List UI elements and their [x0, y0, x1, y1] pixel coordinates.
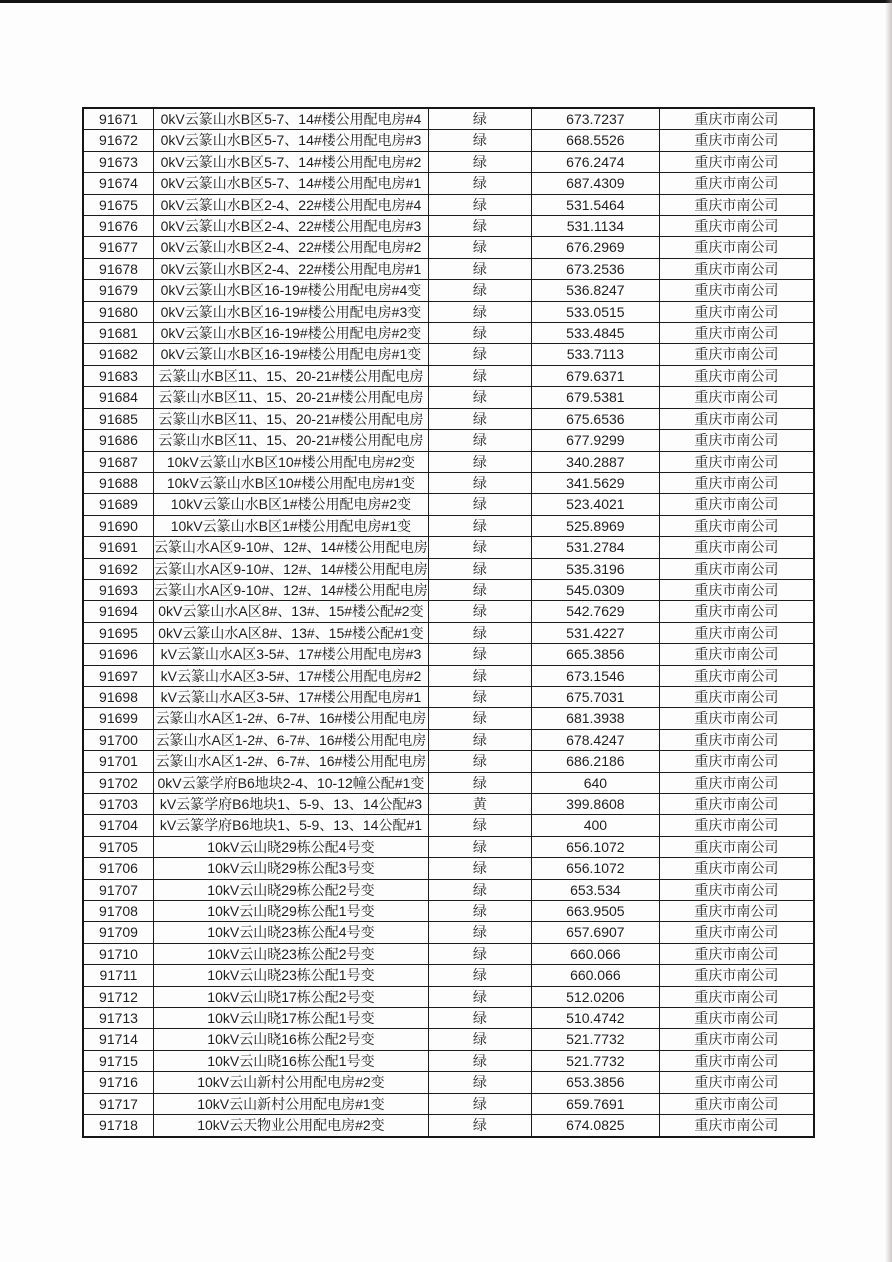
row-id-cell: 91717 [83, 1093, 154, 1114]
device-name-cell: 10kV云山晓23栋公配2号变 [154, 943, 429, 964]
company-cell: 重庆市南公司 [659, 901, 814, 922]
row-id-cell: 91693 [83, 579, 154, 600]
table-row [83, 579, 814, 600]
company-cell: 重庆市南公司 [659, 280, 814, 301]
status-cell: 绿 [428, 558, 531, 579]
company-cell: 重庆市南公司 [659, 344, 814, 365]
table-row [83, 922, 814, 943]
status-cell: 绿 [428, 1072, 531, 1093]
row-id-cell: 91706 [83, 858, 154, 879]
row-id-cell: 91674 [83, 173, 154, 194]
device-name-cell: 10kV云山晓23栋公配4号变 [154, 922, 429, 943]
value-cell: 660.066 [531, 965, 659, 986]
value-cell: 653.3856 [531, 1072, 659, 1093]
device-name-cell: 10kV云篆山水B区1#楼公用配电房#2变 [154, 494, 429, 515]
company-cell: 重庆市南公司 [659, 173, 814, 194]
table-row [83, 537, 814, 558]
value-cell: 686.2186 [531, 751, 659, 772]
value-cell: 659.7691 [531, 1093, 659, 1114]
row-id-cell: 91699 [83, 708, 154, 729]
device-name-cell: 10kV云山晓29栋公配3号变 [154, 858, 429, 879]
device-name-cell: 0kV云篆山水B区5-7、14#楼公用配电房#2 [154, 151, 429, 172]
device-name-cell: kV云篆山水A区3-5#、17#楼公用配电房#1 [154, 686, 429, 707]
row-id-cell: 91689 [83, 494, 154, 515]
status-cell: 绿 [428, 922, 531, 943]
status-cell: 绿 [428, 1115, 531, 1137]
value-cell: 512.0206 [531, 986, 659, 1007]
status-cell: 绿 [428, 644, 531, 665]
device-name-cell: kV云篆山水A区3-5#、17#楼公用配电房#3 [154, 644, 429, 665]
company-cell: 重庆市南公司 [659, 943, 814, 964]
value-cell: 678.4247 [531, 729, 659, 750]
device-name-cell: 云篆山水B区11、15、20-21#楼公用配电房 [154, 387, 429, 408]
company-cell: 重庆市南公司 [659, 1008, 814, 1029]
row-id-cell: 91686 [83, 430, 154, 451]
device-name-cell: 10kV云山新村公用配电房#1变 [154, 1093, 429, 1114]
status-cell: 绿 [428, 815, 531, 836]
value-cell: 523.4021 [531, 494, 659, 515]
company-cell: 重庆市南公司 [659, 151, 814, 172]
device-name-cell: 10kV云山晓16栋公配2号变 [154, 1029, 429, 1050]
row-id-cell: 91677 [83, 237, 154, 258]
device-name-cell: 10kV云山晓16栋公配1号变 [154, 1050, 429, 1071]
table-row [83, 387, 814, 408]
company-cell: 重庆市南公司 [659, 258, 814, 279]
status-cell: 绿 [428, 772, 531, 793]
table-row [83, 1008, 814, 1029]
device-name-cell: 10kV云天物业公用配电房#2变 [154, 1115, 429, 1137]
row-id-cell: 91715 [83, 1050, 154, 1071]
value-cell: 545.0309 [531, 579, 659, 600]
table-row [83, 173, 814, 194]
value-cell: 340.2887 [531, 451, 659, 472]
company-cell: 重庆市南公司 [659, 301, 814, 322]
company-cell: 重庆市南公司 [659, 1115, 814, 1137]
row-id-cell: 91690 [83, 515, 154, 536]
company-cell: 重庆市南公司 [659, 365, 814, 386]
device-name-cell: 云篆山水A区9-10#、12#、14#楼公用配电房 [154, 537, 429, 558]
document-page [82, 107, 815, 1138]
row-id-cell: 91687 [83, 451, 154, 472]
company-cell: 重庆市南公司 [659, 1093, 814, 1114]
table-row [83, 729, 814, 750]
row-id-cell: 91709 [83, 922, 154, 943]
device-name-cell: kV云篆山水A区3-5#、17#楼公用配电房#2 [154, 665, 429, 686]
row-id-cell: 91695 [83, 622, 154, 643]
row-id-cell: 91675 [83, 194, 154, 215]
status-cell: 绿 [428, 258, 531, 279]
table-row [83, 901, 814, 922]
row-id-cell: 91700 [83, 729, 154, 750]
device-name-cell: 10kV云山晓29栋公配4号变 [154, 836, 429, 857]
device-name-cell: 云篆山水A区1-2#、6-7#、16#楼公用配电房 [154, 751, 429, 772]
table-row [83, 815, 814, 836]
device-name-cell: 云篆山水A区9-10#、12#、14#楼公用配电房 [154, 558, 429, 579]
table-row [83, 472, 814, 493]
status-cell: 绿 [428, 301, 531, 322]
value-cell: 656.1072 [531, 858, 659, 879]
company-cell: 重庆市南公司 [659, 965, 814, 986]
table-row [83, 494, 814, 515]
table-row [83, 772, 814, 793]
table-row [83, 708, 814, 729]
device-name-cell: 0kV云篆山水B区5-7、14#楼公用配电房#3 [154, 130, 429, 151]
value-cell: 674.0825 [531, 1115, 659, 1137]
device-name-cell: 0kV云篆山水B区2-4、22#楼公用配电房#3 [154, 216, 429, 237]
company-cell: 重庆市南公司 [659, 323, 814, 344]
table-row [83, 558, 814, 579]
company-cell: 重庆市南公司 [659, 515, 814, 536]
table-row [83, 1093, 814, 1114]
value-cell: 521.7732 [531, 1029, 659, 1050]
table-row [83, 1050, 814, 1071]
status-cell: 绿 [428, 173, 531, 194]
status-cell: 绿 [428, 216, 531, 237]
company-cell: 重庆市南公司 [659, 472, 814, 493]
company-cell: 重庆市南公司 [659, 408, 814, 429]
row-id-cell: 91692 [83, 558, 154, 579]
value-cell: 657.6907 [531, 922, 659, 943]
value-cell: 521.7732 [531, 1050, 659, 1071]
row-id-cell: 91671 [83, 108, 154, 130]
table-row [83, 151, 814, 172]
row-id-cell: 91705 [83, 836, 154, 857]
device-name-cell: 0kV云篆山水A区8#、13#、15#楼公配#1变 [154, 622, 429, 643]
company-cell: 重庆市南公司 [659, 772, 814, 793]
device-name-cell: 0kV云篆山水B区2-4、22#楼公用配电房#2 [154, 237, 429, 258]
device-name-cell: 10kV云山晓29栋公配1号变 [154, 901, 429, 922]
table-row [83, 280, 814, 301]
table-row [83, 879, 814, 900]
value-cell: 510.4742 [531, 1008, 659, 1029]
value-cell: 681.3938 [531, 708, 659, 729]
value-cell: 533.7113 [531, 344, 659, 365]
table-row [83, 1072, 814, 1093]
value-cell: 679.6371 [531, 365, 659, 386]
device-name-cell: 0kV云篆学府B6地块2-4、10-12幢公配#1变 [154, 772, 429, 793]
device-name-cell: 云篆山水B区11、15、20-21#楼公用配电房 [154, 430, 429, 451]
status-cell: 绿 [428, 943, 531, 964]
table-row [83, 751, 814, 772]
row-id-cell: 91673 [83, 151, 154, 172]
table-row [83, 408, 814, 429]
value-cell: 660.066 [531, 943, 659, 964]
device-name-cell: 10kV云篆山水B区1#楼公用配电房#1变 [154, 515, 429, 536]
company-cell: 重庆市南公司 [659, 387, 814, 408]
company-cell: 重庆市南公司 [659, 108, 814, 130]
value-cell: 679.5381 [531, 387, 659, 408]
value-cell: 677.9299 [531, 430, 659, 451]
value-cell: 673.2536 [531, 258, 659, 279]
value-cell: 676.2969 [531, 237, 659, 258]
status-cell: 绿 [428, 515, 531, 536]
table-row [83, 258, 814, 279]
status-cell: 绿 [428, 986, 531, 1007]
company-cell: 重庆市南公司 [659, 879, 814, 900]
value-cell: 399.8608 [531, 794, 659, 815]
status-cell: 绿 [428, 280, 531, 301]
row-id-cell: 91712 [83, 986, 154, 1007]
row-id-cell: 91676 [83, 216, 154, 237]
row-id-cell: 91681 [83, 323, 154, 344]
table-row [83, 108, 814, 130]
company-cell: 重庆市南公司 [659, 430, 814, 451]
device-name-cell: 0kV云篆山水B区2-4、22#楼公用配电房#1 [154, 258, 429, 279]
table-row [83, 130, 814, 151]
status-cell: 绿 [428, 130, 531, 151]
status-cell: 绿 [428, 751, 531, 772]
company-cell: 重庆市南公司 [659, 858, 814, 879]
company-cell: 重庆市南公司 [659, 494, 814, 515]
status-cell: 绿 [428, 622, 531, 643]
table-row [83, 344, 814, 365]
value-cell: 665.3856 [531, 644, 659, 665]
company-cell: 重庆市南公司 [659, 579, 814, 600]
page-top-edge [0, 0, 892, 3]
company-cell: 重庆市南公司 [659, 836, 814, 857]
status-cell: 绿 [428, 537, 531, 558]
status-cell: 绿 [428, 108, 531, 130]
row-id-cell: 91702 [83, 772, 154, 793]
table-row [83, 644, 814, 665]
device-name-cell: 云篆山水B区11、15、20-21#楼公用配电房 [154, 408, 429, 429]
device-name-cell: 0kV云篆山水B区2-4、22#楼公用配电房#4 [154, 194, 429, 215]
table-row [83, 986, 814, 1007]
status-cell: 绿 [428, 836, 531, 857]
company-cell: 重庆市南公司 [659, 751, 814, 772]
row-id-cell: 91703 [83, 794, 154, 815]
row-id-cell: 91711 [83, 965, 154, 986]
company-cell: 重庆市南公司 [659, 237, 814, 258]
row-id-cell: 91701 [83, 751, 154, 772]
device-name-cell: 0kV云篆山水A区8#、13#、15#楼公配#2变 [154, 601, 429, 622]
status-cell: 绿 [428, 408, 531, 429]
status-cell: 绿 [428, 194, 531, 215]
value-cell: 525.8969 [531, 515, 659, 536]
company-cell: 重庆市南公司 [659, 665, 814, 686]
status-cell: 绿 [428, 965, 531, 986]
company-cell: 重庆市南公司 [659, 130, 814, 151]
status-cell: 绿 [428, 665, 531, 686]
device-name-cell: 云篆山水A区9-10#、12#、14#楼公用配电房 [154, 579, 429, 600]
row-id-cell: 91713 [83, 1008, 154, 1029]
company-cell: 重庆市南公司 [659, 622, 814, 643]
device-name-cell: 云篆山水A区1-2#、6-7#、16#楼公用配电房 [154, 708, 429, 729]
status-cell: 绿 [428, 1093, 531, 1114]
row-id-cell: 91707 [83, 879, 154, 900]
company-cell: 重庆市南公司 [659, 922, 814, 943]
status-cell: 绿 [428, 451, 531, 472]
company-cell: 重庆市南公司 [659, 815, 814, 836]
table-row [83, 836, 814, 857]
row-id-cell: 91710 [83, 943, 154, 964]
company-cell: 重庆市南公司 [659, 686, 814, 707]
status-cell: 绿 [428, 494, 531, 515]
row-id-cell: 91682 [83, 344, 154, 365]
device-name-cell: 0kV云篆山水B区5-7、14#楼公用配电房#4 [154, 108, 429, 130]
value-cell: 675.7031 [531, 686, 659, 707]
company-cell: 重庆市南公司 [659, 644, 814, 665]
company-cell: 重庆市南公司 [659, 194, 814, 215]
table-row [83, 601, 814, 622]
table-row [83, 1115, 814, 1137]
table-row [83, 665, 814, 686]
status-cell: 绿 [428, 686, 531, 707]
device-name-cell: 10kV云山新村公用配电房#2变 [154, 1072, 429, 1093]
device-name-cell: 10kV云山晓17栋公配1号变 [154, 1008, 429, 1029]
device-name-cell: 0kV云篆山水B区16-19#楼公用配电房#1变 [154, 344, 429, 365]
table-row [83, 430, 814, 451]
status-cell: 绿 [428, 344, 531, 365]
value-cell: 341.5629 [531, 472, 659, 493]
company-cell: 重庆市南公司 [659, 1072, 814, 1093]
row-id-cell: 91708 [83, 901, 154, 922]
device-status-table-body [83, 108, 814, 1137]
row-id-cell: 91704 [83, 815, 154, 836]
row-id-cell: 91679 [83, 280, 154, 301]
table-row [83, 965, 814, 986]
status-cell: 绿 [428, 579, 531, 600]
row-id-cell: 91685 [83, 408, 154, 429]
row-id-cell: 91683 [83, 365, 154, 386]
status-cell: 绿 [428, 1029, 531, 1050]
table-row [83, 451, 814, 472]
row-id-cell: 91688 [83, 472, 154, 493]
status-cell: 绿 [428, 151, 531, 172]
value-cell: 663.9505 [531, 901, 659, 922]
row-id-cell: 91691 [83, 537, 154, 558]
status-cell: 绿 [428, 430, 531, 451]
table-row [83, 943, 814, 964]
row-id-cell: 91684 [83, 387, 154, 408]
table-row [83, 686, 814, 707]
row-id-cell: 91672 [83, 130, 154, 151]
status-cell: 绿 [428, 729, 531, 750]
company-cell: 重庆市南公司 [659, 451, 814, 472]
table-row [83, 365, 814, 386]
company-cell: 重庆市南公司 [659, 986, 814, 1007]
company-cell: 重庆市南公司 [659, 729, 814, 750]
company-cell: 重庆市南公司 [659, 1050, 814, 1071]
value-cell: 673.7237 [531, 108, 659, 130]
company-cell: 重庆市南公司 [659, 537, 814, 558]
status-cell: 绿 [428, 472, 531, 493]
value-cell: 656.1072 [531, 836, 659, 857]
row-id-cell: 91714 [83, 1029, 154, 1050]
row-id-cell: 91694 [83, 601, 154, 622]
status-cell: 绿 [428, 601, 531, 622]
status-cell: 绿 [428, 1050, 531, 1071]
status-cell: 绿 [428, 237, 531, 258]
device-status-table [82, 107, 815, 1138]
table-row [83, 622, 814, 643]
value-cell: 673.1546 [531, 665, 659, 686]
status-cell: 绿 [428, 365, 531, 386]
value-cell: 676.2474 [531, 151, 659, 172]
status-cell: 绿 [428, 323, 531, 344]
value-cell: 542.7629 [531, 601, 659, 622]
value-cell: 533.4845 [531, 323, 659, 344]
company-cell: 重庆市南公司 [659, 708, 814, 729]
device-name-cell: 0kV云篆山水B区16-19#楼公用配电房#4变 [154, 280, 429, 301]
row-id-cell: 91678 [83, 258, 154, 279]
device-name-cell: 0kV云篆山水B区16-19#楼公用配电房#2变 [154, 323, 429, 344]
row-id-cell: 91716 [83, 1072, 154, 1093]
company-cell: 重庆市南公司 [659, 601, 814, 622]
status-cell: 绿 [428, 858, 531, 879]
table-row [83, 301, 814, 322]
value-cell: 531.1134 [531, 216, 659, 237]
value-cell: 536.8247 [531, 280, 659, 301]
table-row [83, 216, 814, 237]
device-name-cell: 10kV云篆山水B区10#楼公用配电房#2变 [154, 451, 429, 472]
row-id-cell: 91698 [83, 686, 154, 707]
value-cell: 668.5526 [531, 130, 659, 151]
device-name-cell: kV云篆学府B6地块1、5-9、13、14公配#1 [154, 815, 429, 836]
status-cell: 黄 [428, 794, 531, 815]
company-cell: 重庆市南公司 [659, 794, 814, 815]
value-cell: 400 [531, 815, 659, 836]
value-cell: 675.6536 [531, 408, 659, 429]
device-name-cell: 10kV云山晓23栋公配1号变 [154, 965, 429, 986]
value-cell: 531.5464 [531, 194, 659, 215]
table-row [83, 237, 814, 258]
row-id-cell: 91718 [83, 1115, 154, 1137]
status-cell: 绿 [428, 879, 531, 900]
device-name-cell: 云篆山水A区1-2#、6-7#、16#楼公用配电房 [154, 729, 429, 750]
value-cell: 653.534 [531, 879, 659, 900]
value-cell: 531.4227 [531, 622, 659, 643]
device-name-cell: 10kV云篆山水B区10#楼公用配电房#1变 [154, 472, 429, 493]
value-cell: 640 [531, 772, 659, 793]
table-row [83, 858, 814, 879]
value-cell: 533.0515 [531, 301, 659, 322]
status-cell: 绿 [428, 387, 531, 408]
row-id-cell: 91680 [83, 301, 154, 322]
status-cell: 绿 [428, 1008, 531, 1029]
table-row [83, 515, 814, 536]
table-row [83, 194, 814, 215]
device-name-cell: kV云篆学府B6地块1、5-9、13、14公配#3 [154, 794, 429, 815]
value-cell: 687.4309 [531, 173, 659, 194]
device-name-cell: 0kV云篆山水B区16-19#楼公用配电房#3变 [154, 301, 429, 322]
value-cell: 535.3196 [531, 558, 659, 579]
status-cell: 绿 [428, 901, 531, 922]
row-id-cell: 91697 [83, 665, 154, 686]
table-row [83, 323, 814, 344]
company-cell: 重庆市南公司 [659, 558, 814, 579]
row-id-cell: 91696 [83, 644, 154, 665]
company-cell: 重庆市南公司 [659, 216, 814, 237]
table-row [83, 1029, 814, 1050]
device-name-cell: 云篆山水B区11、15、20-21#楼公用配电房 [154, 365, 429, 386]
page-right-edge-shadow [885, 0, 892, 1262]
device-name-cell: 0kV云篆山水B区5-7、14#楼公用配电房#1 [154, 173, 429, 194]
value-cell: 531.2784 [531, 537, 659, 558]
table-row [83, 794, 814, 815]
company-cell: 重庆市南公司 [659, 1029, 814, 1050]
device-name-cell: 10kV云山晓17栋公配2号变 [154, 986, 429, 1007]
status-cell: 绿 [428, 708, 531, 729]
device-name-cell: 10kV云山晓29栋公配2号变 [154, 879, 429, 900]
